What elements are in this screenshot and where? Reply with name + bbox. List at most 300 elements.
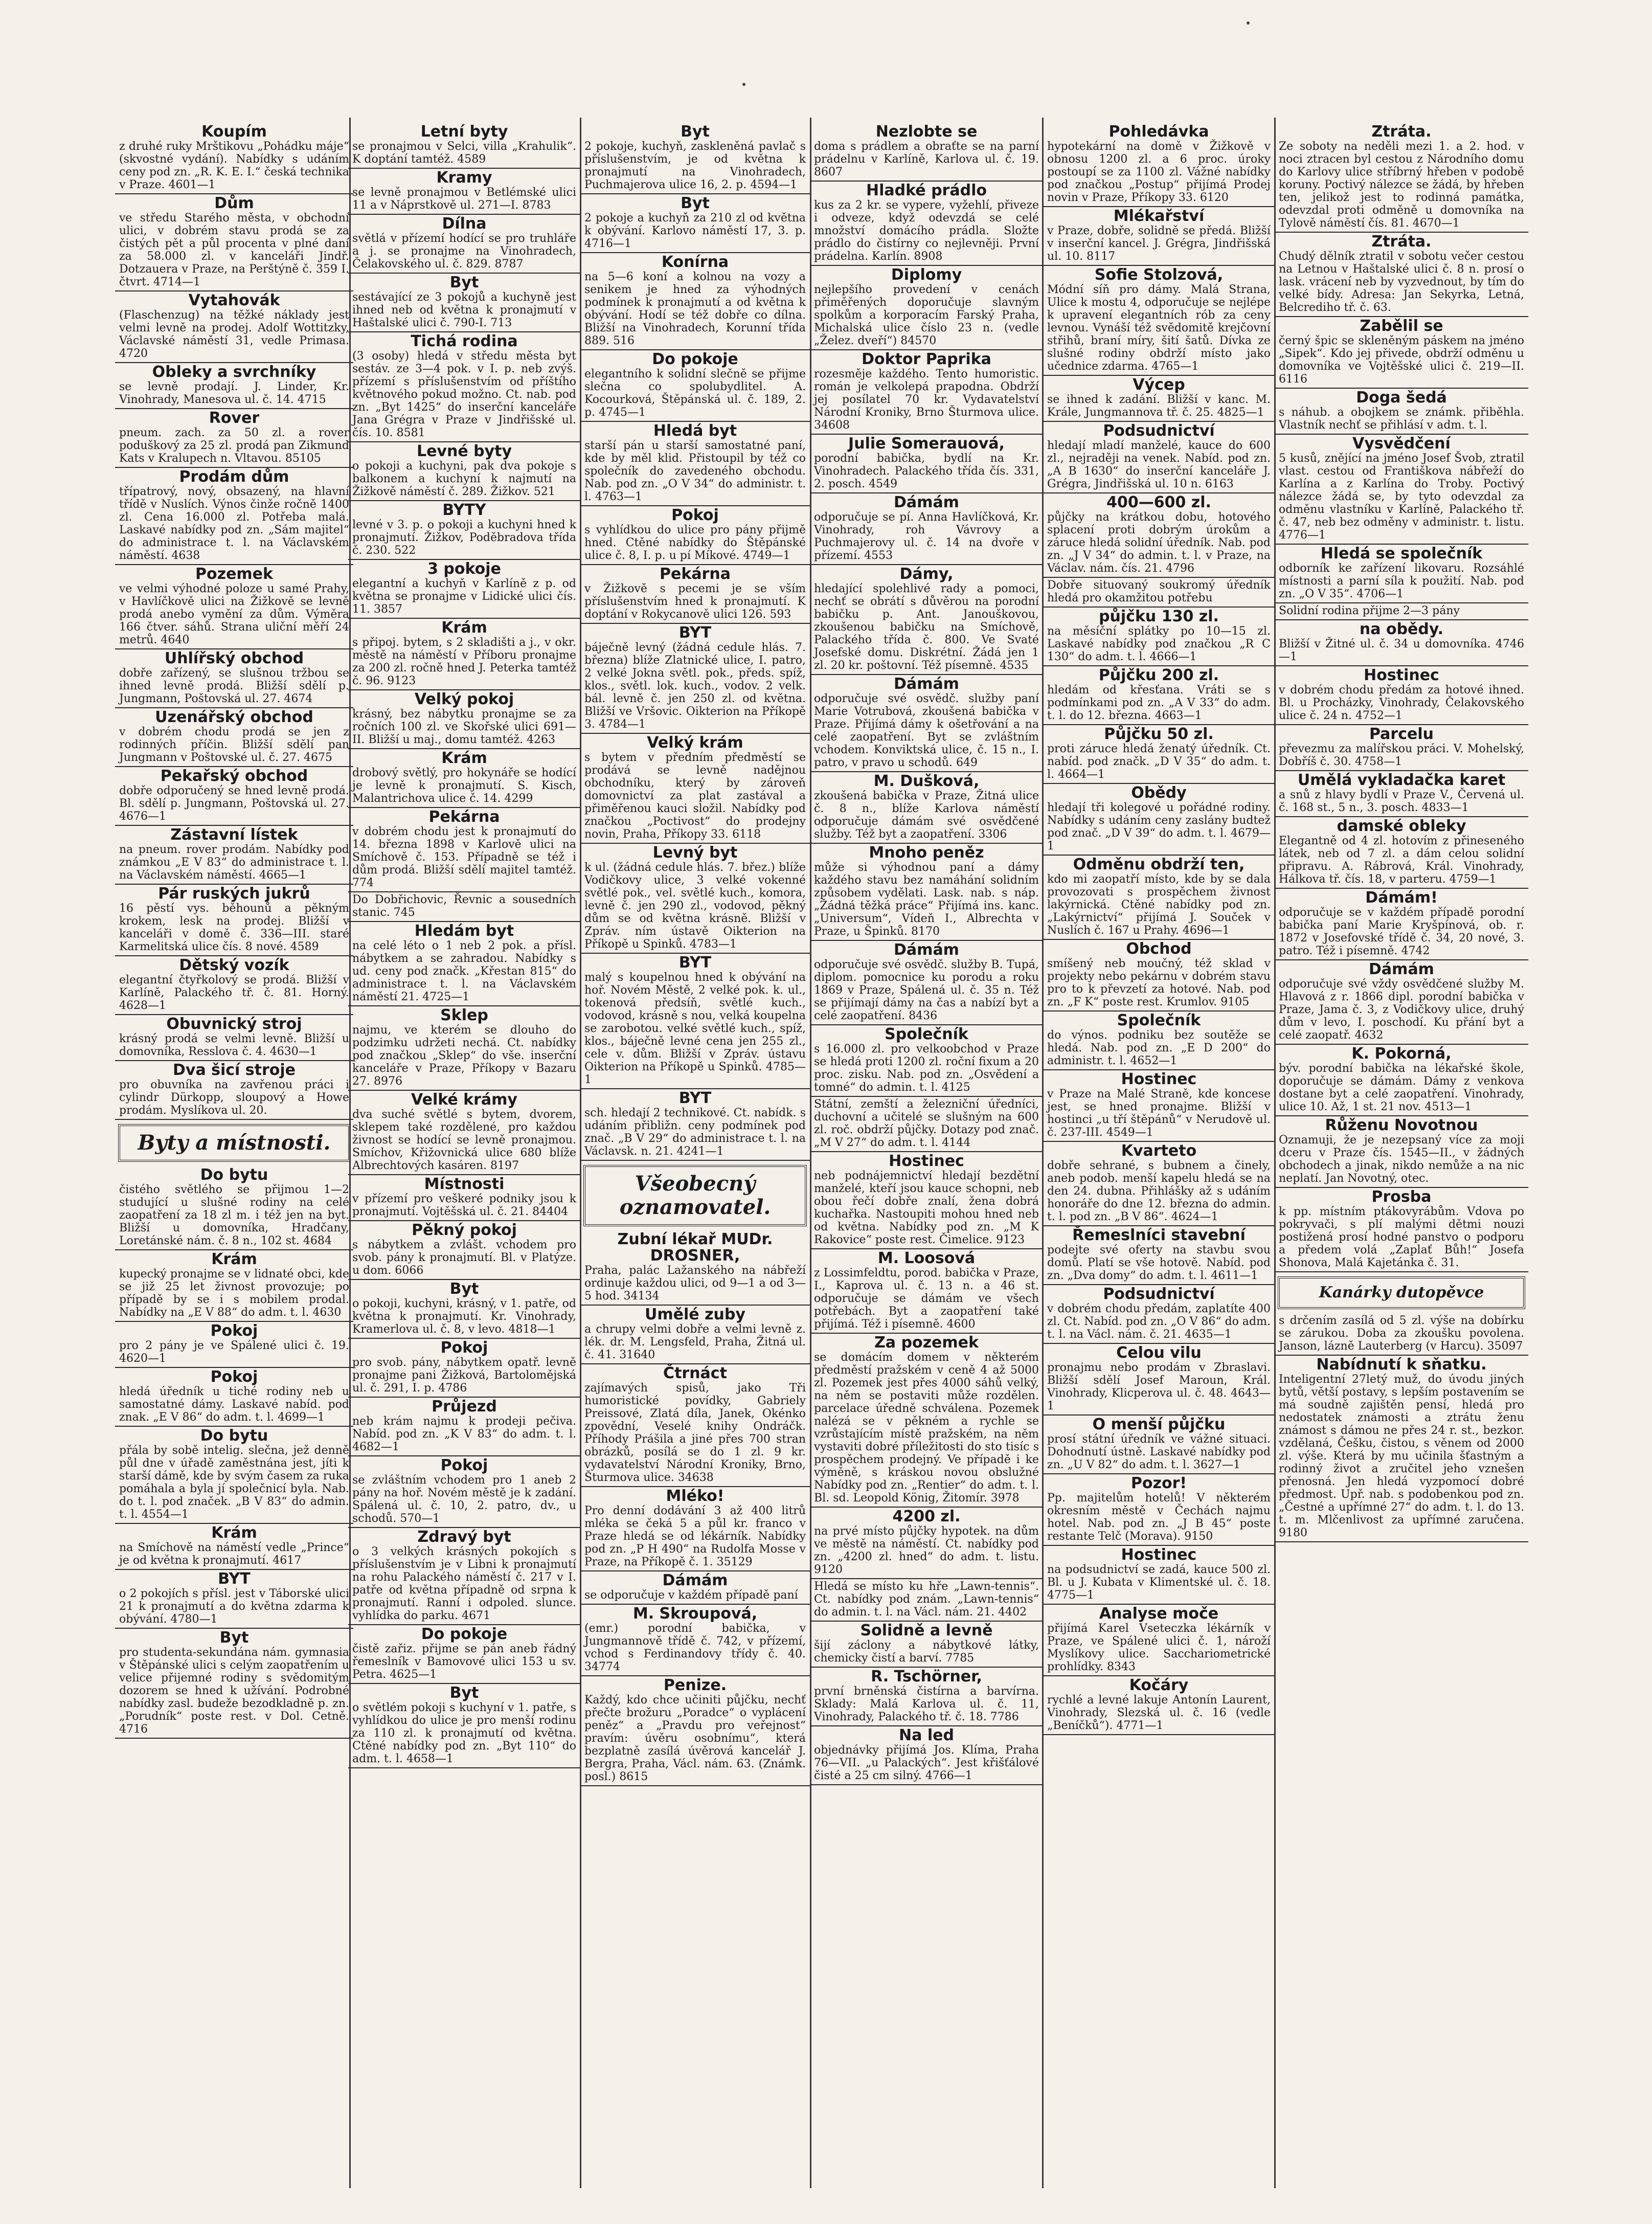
- ad-heading: Koupím: [201, 123, 267, 141]
- ad-heading: Byt: [449, 274, 479, 291]
- ad-heading: Vysvědčení: [1352, 435, 1451, 453]
- ad-text: Solidní rodina přijme 2—3 pány: [1279, 604, 1460, 617]
- ad-text: zajímavých spisů, jako Tři humoristické povídky, Gabriely Preissové, Zlatá díla, Janek, Okénko zpovědní, Veselé knihy Ondráčk. Příhody Prášila a jiné přes 700 stran obrázků, posílá se do 1 zl. 9 kr. vydavatelství Národní Kroniky, Brno, Šturmova ulice. 34638: [584, 1382, 806, 1484]
- classified-ad: [580, 1676, 810, 1786]
- classified-ad: [1043, 940, 1275, 1012]
- ad-heading: Hledám byt: [414, 922, 514, 940]
- classified-ad: [115, 767, 353, 826]
- ad-text: (3 osoby) hledá v středu města byt sestáv. ze 3—4 pok. v I. p. neb zvýš. přízemí s příslušenstvím od příštího květnového pokud možno. Ct. nab. pod zn. „Byt 1425“ do inserční kanceláře Jana Grégra v Praze v Jindřišské ul. čís. 10. 8581: [352, 350, 576, 439]
- classified-ad: [1275, 1356, 1528, 1542]
- ad-text: Ze soboty na neděli mezi 1. a 2. hod. v noci ztracen byl cestou z Národního domu do Karlovy ulice stříbrný hřeben v podobě koruny. Poctivý nálezce se žádá, by hřeben ten, jelikož jest to rodinná památka, odevzdal proti odměně u domovníka na Tylově náměstí čís. 81. 4670—1: [1279, 140, 1524, 230]
- ad-text: se odporučuje v každém případě paní: [584, 1589, 798, 1602]
- classified-ad: [1043, 666, 1275, 725]
- classified-ad: [348, 1684, 580, 1768]
- ad-heading: Prodám dům: [179, 468, 289, 486]
- ad-text: s vyhlídkou do ulice pro pány přijmě hned. Ctěné nabídky do Štěpánské ulice č. 8, I. p. u pí Míkové. 4749—1: [584, 524, 806, 562]
- ad-heading: Pár ruských jukrů: [158, 885, 310, 903]
- ad-text: v Praze na Malé Straně, kde koncese jest, se hned pronajme. Bližší v hostinci „u tří štěpánů“ v Nerudově ul. č. 237-III. 4549—1: [1047, 1088, 1271, 1139]
- classified-ad: [1043, 1546, 1275, 1605]
- ad-heading: Obědy: [1131, 784, 1187, 802]
- classified-ad: [1043, 493, 1275, 578]
- classified-ad: [348, 1339, 580, 1398]
- ad-heading: BYT: [218, 1570, 251, 1588]
- ad-text: rozesměje každého. Tento humoristic. román je velkolepá prapodna. Obdrží jej posílatel 70 kr. Vydavatelství Národní Kroniky, Brno Šturmova ulice. 34608: [814, 368, 1039, 432]
- classified-ad: [115, 956, 353, 1015]
- ad-text: hledá úředník u tiché rodiny neb u samostatné dámy. Laskavé nabíd. pod znak. „E V 86“ do adm. t. l. 4699—1: [119, 1385, 349, 1424]
- ad-heading: půjčku 130 zl.: [1099, 608, 1219, 625]
- classified-ad: [580, 194, 810, 253]
- ad-heading: BYT: [678, 624, 712, 642]
- ad-heading: Růženu Novotnou: [1325, 1116, 1478, 1134]
- ad-text: Dobře situovaný soukromý úředník hledá pro okamžitou potřebu: [1047, 579, 1271, 604]
- ad-text: v přízemí pro veškeré podniky jsou k pronajmutí. Vojtěšská ul. č. 21. 84404: [352, 1193, 576, 1218]
- ad-text: drobový světlý, pro hokynáře se hodící je levně k pronajmutí. S. Kisch, Malantrichova ulice č. 14. 4299: [352, 767, 576, 805]
- classified-ad: [580, 253, 810, 350]
- classified-ad: [810, 435, 1043, 493]
- ad-text: se levně pronajmou v Betlémské ulici 11 a v Náprstkově ul. 271—I. 8783: [352, 186, 576, 212]
- ad-heading: Uzenářský obchod: [155, 708, 313, 726]
- ad-heading: Krám: [441, 619, 487, 637]
- ad-heading: Solidně a levně: [860, 1622, 993, 1639]
- ad-text: malý s koupelnou hned k obývání na hoř. Novém Městě, 2 velké pok. k. ul., tokenová předsíň, světlé kuch., vodovod, krásně s nou, velká koupelna se zarobotou. velké světlé kuch., spíž, klos., báječně levné cena jen 255 zl., cele v. dům. Bližší v Zpráv. ústavu Oikterion na Příkopě u Spinků. 4785—1: [584, 971, 806, 1086]
- ad-text: Elegantně od 4 zl. hotovím z přineseného látek, neb od 7 zl. a dám celou solidní připravu. A. Rábrová, Král. Vinohrady, Hálkova tř. čís. 18, v parteru. 4759—1: [1279, 835, 1524, 886]
- ad-text: třípatrový, nový, obsazený, na hlavní třídě v Nuslích. Výnos činže ročně 1400 zl. Cena 16.000 zl. Potřeba malá. Laskavé nabídky pod zn. „Sám majitel“ do administrace t. l. na Václavském náměstí. 4638: [119, 485, 349, 562]
- ad-text: o světlém pokoji s kuchyní v 1. patře, s vyhlídkou do ulice je pro menší rodinu za 110 zl. k pronajmutí od května. Ctěné nabídky pod zn. „Byt 110“ do adm. t. l. 4658—1: [352, 1701, 576, 1765]
- ad-heading: Dámám: [1369, 960, 1434, 978]
- ad-text: černý špic se skleněným páskem na jméno „Sipek“. Kdo jej přivede, obdrží odměnu u domovníka ve Vojtěšské ulici č. 219—II. 6116: [1279, 334, 1524, 386]
- classified-ad: [580, 1089, 810, 1161]
- ad-text: se domácím domem v některém předměstí pražském v ceně 4 až 5000 zl. Pozemek jest přes 4000 sáhů velký, na něm se postaviti může rozdělen. parcelace úředně schválena. Pozemek nalézá se v pěkném a rychle se vzrůstajícím místě pražském, na něm vystaviti dobré příležitosti do sto tisíc s prospěchem prodejný. Ve případě i ke výměně, s kráskou novou obslužné Nabídky pod zn. „Rentier“ do adm. t. l. Bl. sd. Leopold König, Žitomír. 3978: [814, 1351, 1039, 1504]
- ad-heading: Na led: [899, 1726, 954, 1744]
- ad-text: v dobrém chodu předám za hotové ihned. Bl. u Procházky, Vinohrady, Čelakovského ulice č. 24 n. 4752—1: [1279, 684, 1524, 722]
- ad-text: elegantního k solidní slečně se přijme slečna co spolubydlitel. A. Kocourková, Štěpánská ul. č. 189, 2. p. 4745—1: [584, 368, 806, 419]
- classified-ad: [810, 1249, 1043, 1334]
- classified-ad: [1275, 1045, 1528, 1116]
- classified-ad: [810, 941, 1043, 1025]
- ad-text: se levně prodají. J. Linder, Kr. Vinohrady, Manesova ul. č. 14. 4715: [119, 380, 349, 406]
- ad-heading: damské obleky: [1337, 817, 1466, 835]
- classified-ad: [115, 649, 353, 708]
- ad-text: zkoušená babička v Praze, Žitná ulice č. 8 n., blíže Karlova náměstí odporučuje dámám své osvědčené služby. Též byt a zaopatření. 3306: [814, 790, 1039, 841]
- classified-ad: [580, 506, 810, 565]
- ad-heading: Penize.: [663, 1676, 727, 1694]
- ad-heading: Pěkný pokoj: [412, 1221, 517, 1239]
- ad-text: s drčením zasílá od 5 zl. výše na dobírku se zárukou. Doba za zkoušku povolena. Janson, lázně Lauterberg (v Harcu). 35097: [1279, 1314, 1524, 1353]
- ad-heading: Krám: [211, 1250, 257, 1268]
- classified-ad: [348, 274, 580, 332]
- ad-text: hledají mladí manželé, kauce do 600 zl., nejraději na venek. Nabíd. pod zn. „A B 1630“ do inserční kanceláře J. Grégra, Jindřišská ul. 10 n. 6163: [1047, 439, 1271, 490]
- ad-text: k pp. místním ptákovyrábům. Vdova po pokryvači, s plí malými dětmi nouzi postižená prosí hodné panstvo o podporu a předem volá „Zaplať Bůh!“ Josefa Shonova, Malá Kajetánka č. 31.: [1279, 1205, 1524, 1269]
- classified-ad: [580, 1571, 810, 1605]
- ad-heading: Průjezd: [432, 1398, 497, 1416]
- classified-ad: [580, 1230, 810, 1306]
- ad-heading: BYTY: [442, 501, 486, 519]
- ad-text: 2 pokoje a kuchyň za 210 zl od května k obývání. Karlovo náměstí 17, 3. p. 4716—1: [584, 212, 806, 250]
- classified-ad: [810, 772, 1043, 844]
- ad-text: na 5—6 koní a kolnou na vozy a senikem je hned za výhodných podmínek k pronajmutí a od května k obývání. Hodí se též dobře co dílna. Bližší na Vinohradech, Korunní třída 889. 516: [584, 271, 806, 347]
- print-speck: [1247, 21, 1250, 25]
- classified-ad: [115, 1015, 353, 1061]
- ad-heading: 4200 zl.: [892, 1508, 961, 1525]
- ad-text: na Smíchově na náměstí vedle „Prince“ je od května k pronajmutí. 4617: [119, 1541, 349, 1567]
- classified-ad: [810, 1025, 1043, 1097]
- ad-text: krásný, bez nábytku pronajme se za ročních 100 zl. ve Skořské ulici 691—II. Bližší u maj., domu tamtéž. 4263: [352, 708, 576, 746]
- ad-text: s nábytkem a zvlášt. vchodem pro svob. pány k pronajmutí. Bl. v Platýze. u dom. 6066: [352, 1239, 576, 1277]
- section-box-heading: Kanárky dutopěvce: [1278, 1276, 1525, 1309]
- ad-text: sch. hledají 2 technikové. Ct. nabídk. s udáním přibližn. ceny podmínek pod znač. „B V 29“ do administrace t. l. na Václavsk. n. 21. 4241—1: [584, 1107, 806, 1158]
- classified-ad: [810, 1508, 1043, 1579]
- ad-heading: Pekárna: [660, 565, 731, 583]
- ad-heading: Nabídnutí k sňatku.: [1316, 1356, 1487, 1374]
- classified-ad: [580, 350, 810, 422]
- classified-ad: [115, 1061, 353, 1120]
- classified-ad: [1043, 207, 1275, 266]
- ad-heading: Hledá byt: [653, 422, 737, 440]
- column-4: [810, 123, 1043, 2178]
- ad-text: světlá v přízemí hodící se pro truhláře a j. se pronajme na Vinohradech, Čelakovského ul. č. 829. 8787: [352, 232, 576, 271]
- classified-ad: [1275, 233, 1528, 317]
- ad-text: prosí státní úředník ve vážné situaci. Dohodnutí ústně. Laskavé nabídky pod zn. „U V 82“ do adm. t. l. 3627—1: [1047, 1433, 1271, 1471]
- classified-ad: [810, 182, 1043, 266]
- ad-heading: Dům: [214, 194, 254, 212]
- ad-heading: Pohledávka: [1108, 123, 1209, 141]
- ad-text: hledám od křesťana. Vráti se s podmínkami pod zn. „A V 33“ do adm. t. l. do 12. března. 4663—1: [1047, 684, 1271, 722]
- ad-text: objednávky přijímá Jos. Klíma, Praha 76—VII. „u Palackých“. Jest křišťálové čisté a 25 cm silný. 4766—1: [814, 1744, 1039, 1782]
- classified-ad: [1275, 603, 1528, 620]
- ad-text: a chrupy velmi dobře a velmi levně z. lék. dr. M. Lengsfeld, Praha, Žitná ul. č. 41. 31640: [584, 1323, 806, 1361]
- section-box-heading: Všeobecný oznamovatel.: [583, 1165, 807, 1226]
- ad-heading: Zdravý byt: [417, 1528, 511, 1546]
- ad-heading: Pekařský obchod: [160, 767, 308, 785]
- classified-ad: [810, 1726, 1043, 1785]
- ad-heading: Velké krámy: [411, 1091, 517, 1109]
- classified-ad: [1275, 960, 1528, 1045]
- classified-ad: [1043, 608, 1275, 666]
- ad-text: proti záruce hledá ženatý úředník. Ct. nabíd. pod značk. „D V 35“ do adm. t. l. 4664—1: [1047, 743, 1271, 781]
- ad-heading: Mnoho peněz: [869, 844, 984, 862]
- ad-heading: Konírna: [661, 253, 729, 271]
- classified-ad: [1275, 545, 1528, 603]
- classified-ad: [810, 1579, 1043, 1622]
- ad-heading: Doktor Paprika: [862, 350, 991, 368]
- classified-ad: [580, 624, 810, 734]
- classified-ad: [1043, 1605, 1275, 1676]
- classified-ad: [115, 708, 353, 767]
- ad-text: o 3 velkých krásných pokojích s příslušenstvím je v Libni k pronajmutí na rohu Palackého náměstí č. 217 v I. patře od května případně od srpna k pronajmutí. Ranní i odpoled. slunce. vyhlídka do parku. 4671: [352, 1545, 576, 1622]
- ad-heading: Velký krám: [647, 734, 743, 752]
- ad-heading: Sofie Stolzová,: [1094, 266, 1224, 284]
- classified-ad: [348, 169, 580, 215]
- ad-heading: Kvarteto: [1121, 1142, 1197, 1160]
- ad-text: hledající spolehlivé rady a pomoci, nechť se obrátí s důvěrou na porodní babičku p. Ant. Janouškovou, zkoušenou babičku na Smíchově, Palackého třída č. 800. Ve Svaté Josefské domu. Diskrétní. Žádá jen 1 zl. 20 kr. poštovní. Též písemně. 4535: [814, 582, 1039, 672]
- ad-text: odporučuje své vždy osvědčené služby M. Hlavová z r. 1866 dipl. porodní babička v Praze, Jama č. 3, z Vodičkovy ulice, druhý dům v levo, I. poschodí. Ku přání byt a celé zaopatř. 4632: [1279, 978, 1524, 1042]
- classified-ad: [348, 123, 580, 169]
- ad-heading: Kramy: [436, 169, 492, 187]
- ad-heading: Ztráta.: [1371, 233, 1432, 251]
- ad-heading: Dva šicí stroje: [172, 1061, 296, 1079]
- ad-heading: Dětský vozík: [179, 956, 289, 974]
- ad-text: s 16.000 zl. pro velkoobchod v Praze se hledá proti 1200 zl. roční fixum a 20 proc. zisku. Nab. pod zn. „Osvědení a tomné“ do admin. t. l. 4125: [814, 1043, 1039, 1094]
- ad-heading: Pokoj: [440, 1339, 488, 1357]
- ad-text: (emr.) porodní babička, v Jungmannově třídě č. 742, v přízemí, vchod s Ferdinandovy třídy č. 40. 34774: [584, 1622, 806, 1673]
- classified-ad: [115, 1427, 353, 1524]
- ad-text: v dobrém chodu předám, zaplatíte 400 zl. Ct. Nabíd. pod zn. „O V 86“ do adm. t. l. na Václ. nám. č. 21. 4635—1: [1047, 1302, 1271, 1341]
- ad-heading: Dámám!: [1365, 889, 1438, 907]
- ad-heading: Hostinec: [1364, 666, 1439, 684]
- ad-heading: Půjčku 50 zl.: [1104, 725, 1214, 743]
- ad-text: z Lossimfeldtu, porod. babička v Praze, I., Kaprova ul. č. 13 n. a 46 st. odporučuje se dámám ve všech potřebách. Byt a zaopatření také přijímá. Též i písemně. 4600: [814, 1267, 1039, 1331]
- classified-ad: [1275, 1188, 1528, 1272]
- ad-heading: Byt: [681, 194, 710, 212]
- classified-ad: [348, 1175, 580, 1221]
- ad-text: sestávající ze 3 pokojů a kuchyně jest ihned neb od května k pronajmutí v Haštalské ulici č. 790-I. 713: [352, 291, 576, 329]
- ad-heading: Do pokoje: [652, 350, 738, 368]
- ad-text: půjčky na krátkou dobu, hotového splacení proti dobrým úrokům a záruce hledá solidní úředník. Nab. pod zn. „J V 34“ do admin. t. l. v Praze, na Václav. nám. čís. 21. 4796: [1047, 511, 1271, 575]
- ad-text: na pneum. rover prodám. Nabídky pod známkou „E V 83“ do administrace t. l. na Václavském náměstí. 4665—1: [119, 843, 349, 882]
- classified-ad: [115, 409, 353, 468]
- classified-ad: [115, 291, 353, 363]
- ad-text: nejlepšího provedení v cenách přiměřených doporučuje slavným spolkům a korporacím Farský Praha, Michalská ulice číslo 23 n. (vedle „Želez. dveří“) 84570: [814, 283, 1039, 347]
- ad-text: Módní síň pro dámy. Malá Strana, Ulice k mostu 4, odporučuje se nejlépe k upravení elegantních rób za ceny levnou. Vynáší též svědomitě krejčovní střihů, braní míry, šití šatů. Dívka ze slušné rodiny obdrží místo jako učednice zdarma. 4765—1: [1047, 283, 1271, 373]
- ad-heading: Analyse moče: [1099, 1605, 1219, 1623]
- ad-text: Do Dobřichovic, Řevnic a sousedních stanic. 745: [352, 893, 576, 919]
- ad-text: z druhé ruky Mrštikovu „Pohádku máje“ (skvostné vydání). Nabídky s udáním ceny pod zn. „R. K. E. I.“ česká technika v Praze. 4601—1: [119, 140, 349, 191]
- ad-heading: M. Loosová: [877, 1249, 976, 1267]
- ad-text: s připoj. bytem, s 2 skladišti a j., v okr. městě na náměstí v Příboru pronajme za 200 zl. ročně hned J. Peterka tamtéž č. 96. 9123: [352, 636, 576, 687]
- classified-ad: [348, 560, 580, 619]
- classified-ad: [810, 123, 1043, 182]
- ad-heading: Hledá se společník: [1320, 545, 1483, 563]
- ad-text: čistého světlého se přijmou 1—2 studující u slušné rodiny na celé zaopatření za 18 zl m. i též jen na byt. Bližší u domovníka, Hradčany, Loretánské nám. č. 8 n., 102 st. 4684: [119, 1183, 349, 1247]
- ad-heading: Místnosti: [424, 1175, 505, 1193]
- ad-heading: Dámám: [894, 493, 959, 511]
- ad-heading: Dámám: [894, 675, 959, 693]
- classified-ad: [580, 1364, 810, 1487]
- ad-text: dva suché světlé s bytem, dvorem, sklepem také rozdělené, pro každou živnost se hodící se levně pronajmou. Smíchov, Křižovnická ulice 680 blíže Albrechtových kasáren. 8197: [352, 1108, 576, 1172]
- ad-heading: Obchod: [1126, 940, 1192, 958]
- column-3: [580, 123, 810, 2178]
- ad-text: Pro denní dodávání 3 až 400 litrů mléka se čeká 5 a půl kr. franco v Praze hledá se od lékárník. Nabídky pod zn. „P H 490“ na Rudolfa Mosse v Praze, na Příkopě č. 1. 35129: [584, 1504, 806, 1568]
- ad-heading: Podsudnictví: [1103, 1285, 1215, 1303]
- ad-heading: Byt: [681, 123, 710, 141]
- section-box-heading: Byty a místnosti.: [118, 1124, 350, 1162]
- ad-text: odporučuje se v každém případě porodní babička paní Marie Kryšpínová, ob. r. 1872 v Josefovské třídě č. 34, 20 nové, 3. patro. Též i písemně. 4742: [1279, 906, 1524, 957]
- ad-heading: Rover: [209, 409, 260, 427]
- ad-heading: Nezlobte se: [875, 123, 978, 141]
- ad-heading: R. Tschörner,: [871, 1668, 982, 1686]
- ad-text: o pokoji a kuchyni, pak dva pokoje s balkonem a kuchyní k najmutí na Žižkově náměstí č. 289. Žižkov. 521: [352, 460, 576, 498]
- classified-ad: [1043, 123, 1275, 207]
- ad-text: na celé léto o 1 neb 2 pok. a přísl. nábytkem a se zahradou. Nabídky s ud. ceny pod značk. „Křestan 815“ do administrace t. l. na Václavském náměstí 21. 4725—1: [352, 939, 576, 1003]
- classified-ad: [1275, 1313, 1528, 1356]
- ad-text: pneum. zach. za 50 zl. a rover poduškový za 25 zl. prodá pan Zikmund Kats v Kralupech n. Vltavou. 85105: [119, 426, 349, 465]
- classified-ad: [348, 1280, 580, 1339]
- classified-ad: [810, 675, 1043, 772]
- classified-ad: [1043, 784, 1275, 856]
- classified-ad: [115, 123, 353, 194]
- ad-heading: Hostinec: [889, 1152, 964, 1170]
- classified-ad: [1043, 725, 1275, 784]
- ad-heading: Odměnu obdrží ten,: [1073, 856, 1245, 873]
- classified-ad: [348, 1221, 580, 1280]
- classified-ad: [580, 844, 810, 954]
- classified-ad: [115, 885, 353, 956]
- ad-text: kupecký pronajme se v lidnaté obci, kde se již 25 let živnost provozuje; po případě by se i s mobilem prodal. Nabídky na „E V 88“ do adm. t. l. 4630: [119, 1268, 349, 1319]
- ad-text: o pokoji, kuchyni, krásný, v 1. patře, od května k pronajmutí. Kr. Vinohrady, Kramerlova ul. č. 8, v levo. 4818—1: [352, 1297, 576, 1336]
- classified-ad: [348, 1398, 580, 1456]
- ad-heading: Pokoj: [671, 506, 719, 524]
- ad-heading: Pokoj: [210, 1368, 258, 1386]
- ad-text: hypotekární na domě v Žižkově v obnosu 1200 zl. a 6 proc. úroky postoupí se za 1100 zl. Vážné nabídky pod značkou „Postup“ přijímá Prodej novin v Praze, Příkopy 33. 6120: [1047, 140, 1271, 204]
- ad-text: pro obuvníka na zavřenou práci i cylindr Dürkopp, sloupový a Howe prodám. Myslíkova ul. 20.: [119, 1079, 349, 1117]
- classified-ad: [115, 1368, 353, 1427]
- ad-heading: Levný byt: [652, 844, 738, 862]
- classified-ad: [348, 1091, 580, 1175]
- classified-ad: [348, 690, 580, 749]
- ad-heading: Hostinec: [1121, 1546, 1197, 1564]
- ad-text: Chudý dělník ztratil v sobotu večer cestou na Letnou v Haštalské ulici č. 8 n. prosí o lask. vrácení neb by vyzvednout, by tím do velké bídy. Adresa: Jan Sekyrka, Letná, Belcrediho tř. č. 63.: [1279, 250, 1524, 314]
- ad-text: kus za 2 kr. se vypere, vyžehlí, přiveze i odveze, když odevzdá se celé množství domácího prádla. Složte prádlo do čistírny co nejlevněji. První prádelna. Karlín. 8908: [814, 199, 1039, 263]
- classified-ad: [115, 1322, 353, 1368]
- classified-ad: [1043, 1416, 1275, 1474]
- ad-text: v dobrém chodu jest k pronajmutí do 14. března 1898 v Karlově ulici na Smíchově č. 153. Případně se též i dům prodá. Bližší sdělí majitel tamtéž. 774: [352, 825, 576, 889]
- ad-heading: Do bytu: [200, 1427, 268, 1445]
- ad-text: neb podnájemnictví hledají bezdětní manželé, kteří jsou kauce schopni, neb obou řečí dobře znalí, žena dobrá kuchařka. Nastoupiti mohou hned neb od května. Nabídky pod zn. „M K Rakovice“ poste rest. Čimelice. 9123: [814, 1170, 1039, 1246]
- ad-heading: Pozemek: [195, 565, 273, 583]
- ad-heading: BYT: [678, 1089, 712, 1107]
- ad-text: převezmu za malířskou práci. V. Mohelský, Dobříš č. 30. 4758—1: [1279, 743, 1524, 768]
- column-1: [115, 123, 353, 2178]
- ad-text: odborník ke zařízení likovaru. Rozsáhlé místnosti a parní síla k použití. Nab. pod zn. „O V 35“. 4706—1: [1279, 562, 1524, 600]
- column-5: [1043, 123, 1275, 2178]
- ad-heading: Parcelu: [1369, 725, 1434, 743]
- ad-heading: Dámám: [662, 1571, 728, 1589]
- ad-text: pronajmu nebo prodám v Zbraslavi. Bližší sdělí Josef Maroun, Král. Vinohrady, Klicperova ul. č. 48. 4643—1: [1047, 1361, 1271, 1412]
- classified-ad: [1043, 578, 1275, 608]
- classified-ad: [348, 749, 580, 808]
- ad-text: (Flaschenzug) na těžké náklady jest velmi levně na prodej. Adolf Wottitzky, Václavské náměstí 31, vedle Primasa. 4720: [119, 309, 349, 360]
- ad-heading: Obleky a svrchníky: [152, 363, 316, 381]
- ad-heading: Sklep: [440, 1006, 488, 1024]
- ad-heading: Dílna: [442, 215, 487, 233]
- ad-text: elegantní čtyřkolový se prodá. Bližší v Karlíně, Palackého tř. č. 81. Horný. 4628—1: [119, 974, 349, 1012]
- classified-ad: [1275, 123, 1528, 233]
- classified-ad: [810, 1152, 1043, 1249]
- classified-ad: [810, 350, 1043, 435]
- print-speck: [742, 83, 745, 86]
- ad-text: v dobrém chodu prodá se jen z rodinných příčin. Bližší sdělí pan Jungmann v Poštovské ul. č. 27. 4675: [119, 726, 349, 764]
- ad-heading: Doga šedá: [1356, 389, 1447, 407]
- ad-heading: Půjčku 200 zl.: [1098, 666, 1219, 684]
- ad-heading: Zubní lékař MUDr. DROSNER,: [617, 1230, 773, 1265]
- classified-ad: [115, 1250, 353, 1322]
- ad-text: odporučuje se pí. Anna Havlíčková, Kr. Vinohrady, roh Vávrovy a Puchmajerovy ul. č. 14 na dvoře v přízemí. 4553: [814, 511, 1039, 562]
- ad-text: v Žižkově s pecemi je se vším příslušenstvím hned k pronajmutí. K doptání v Rokycanově ulici 126. 593: [584, 582, 806, 621]
- classified-ad: [580, 734, 810, 844]
- classified-ad: [810, 565, 1043, 675]
- classified-ad: [348, 1456, 580, 1528]
- ad-heading: Společník: [1117, 1012, 1201, 1029]
- classified-ad: [810, 1334, 1043, 1508]
- ad-heading: Pekárna: [428, 808, 500, 826]
- classified-ad: [1275, 771, 1528, 817]
- classified-ad: [115, 1166, 353, 1250]
- classified-ad: [348, 332, 580, 442]
- ad-text: Pp. majitelům hotelů! V některém okresním městě v Čechách najmu hotel. Nab. pod zn. „J B 45“ poste restante Telč (Morava). 9150: [1047, 1492, 1271, 1543]
- ad-text: báječně levný (žádná cedule hlás. 7. března) blíže Zlatnické ulice, I. patro, 2 velké Jokna světl. pok., předs. spíž, klos., světl. lok. kuch., vodov. 2 velk. bál. levně č. jen 250 zl. od května. Bližší ve Vršovic. Oikterion na Příkopě 3. 4784—1: [584, 641, 806, 731]
- classified-ad: [115, 826, 353, 885]
- ad-heading: M. Skroupová,: [632, 1605, 758, 1623]
- classified-ad: [115, 1570, 353, 1629]
- ad-text: se ihned k zadání. Bližší v kanc. M. Krále, Jungmannova tř. č. 25. 4825—1: [1047, 393, 1271, 419]
- ad-heading: Mléko!: [666, 1487, 725, 1505]
- classified-ad: [348, 1625, 580, 1684]
- ad-heading: Hostinec: [1121, 1070, 1197, 1088]
- ad-text: pro studenta-sekundána nám. gymnasia v Štěpánské ulici s celým zaopatřením u velice přijemné rodiny s svědomitým dozorem se hned k užívání. Podrobné nabídky zasl. budeže bezodkladně p. zn. „Porudník“ poste rest. v Dol. Cetně. 4716: [119, 1646, 349, 1736]
- ad-text: hledají tři kolegové u pořádné rodiny. Nabídky s udáním ceny zaslány budtež pod znač. „D V 39“ do adm. t. l. 4679—1: [1047, 801, 1271, 852]
- classified-ad: [580, 1306, 810, 1364]
- ad-text: pro svob. pány, nábytkem opatř. levně pronajme pani Žižková, Bartolomějská ul. č. 291, I. p. 4786: [352, 1356, 576, 1395]
- ad-heading: Ztráta.: [1371, 123, 1432, 141]
- ad-heading: Byt: [449, 1280, 479, 1298]
- ad-heading: Výcep: [1133, 376, 1185, 394]
- ad-text: býv. porodní babička na lékařské škole, doporučuje se dámám. Dámy z venkova dostane byt a celé zaopatření. Vinohrady, ulice 10. Až, 1 st. 21 nov. 4513—1: [1279, 1062, 1524, 1113]
- classified-ad: [810, 266, 1043, 350]
- ad-text: ve středu Starého města, v obchodní ulici, v dobrém stavu prodá se za čistých pět a půl procenta v plné daní za 58.000 zl. v kanceláři Jindř. Dotzauera v Praze, na Perštýně č. 359 I. čtvrt. 4714—1: [119, 212, 349, 288]
- classified-ad: [580, 123, 810, 194]
- ad-text: dobře odporučený se hned levně prodá. Bl. sdělí p. Jungmann, Poštovská ul. 27. 4676—1: [119, 784, 349, 823]
- ad-heading: Prosba: [1371, 1188, 1432, 1206]
- classified-ad: [810, 493, 1043, 565]
- ad-text: o 2 pokojích s přísl. jest v Táborské ulici 21 k pronajmutí a do května zdarma k obývání. 4780—1: [119, 1587, 349, 1626]
- classified-ad: [348, 442, 580, 501]
- classified-ad: [810, 1668, 1043, 1726]
- ad-text: doma s prádlem a obraťte se na parní prádelnu v Karlíně, Karlova ul. č. 19. 8607: [814, 140, 1039, 178]
- ad-text: Bližší v Žitné ul. č. 34 u domovníka. 4746—1: [1279, 638, 1524, 663]
- classified-ad: [348, 215, 580, 274]
- ad-heading: Letní byty: [420, 123, 508, 141]
- ad-text: smíšený neb moučný, též sklad v projekty nebo pekárnu v dobrém stavu pro to k převzetí za hotové. Nab. pod zn. „F K“ poste rest. Krumlov. 9105: [1047, 957, 1271, 1008]
- ad-text: Hledá se místo ku hře „Lawn-tennis“. Ct. nabídky pod znám. „Lawn-tennis“ do admin. t. l. na Václ. nám. 21. 4402: [814, 1580, 1039, 1619]
- classified-ad: [580, 422, 810, 506]
- classified-ad: [1043, 1474, 1275, 1546]
- ad-text: dobře sehrané, s bubnem a činely, aneb podob. menší kapelu hledá se na den 24. dubna. Přihlášky až s udáním honoráře do dne 12. března do admin. t. l. pod zn. „B V 86“. 4624—1: [1047, 1159, 1271, 1223]
- ad-heading: Pokoj: [210, 1322, 258, 1340]
- ad-heading: Krám: [211, 1524, 257, 1542]
- ad-text: v Praze, dobře, solidně se předá. Bližší v inserční kancel. J. Grégra, Jindřišská ul. 10. 8117: [1047, 224, 1271, 263]
- ad-text: na měsíční splátky po 10—15 zl. Laskavé nabídky pod značkou „R C 130“ do adm. t. l. 4666—1: [1047, 625, 1271, 663]
- ad-heading: Obuvnický stroj: [166, 1015, 302, 1033]
- ad-heading: Kočáry: [1129, 1676, 1189, 1694]
- ad-text: 2 pokoje, kuchyň, zaskleněná pavlač s příslušenstvím, je od května k pronajmutí na Vinohradech, Puchmajerova ulice 16, 2. p. 4594—1: [584, 140, 806, 191]
- ad-heading: Dámy,: [899, 565, 954, 583]
- column-6: [1275, 123, 1528, 2178]
- ad-text: Státní, zemští a železniční úředníci, duchovní a učitelé se slušným na 600 zl. roč. obdrží půjčky. Dotazy pod znač. „M V 27“ do adm. t. l. 4144: [814, 1098, 1039, 1149]
- ad-text: může si výhodnou paní a dámy každého stavu bez namáhání solidním způsobem vydělati. Lask. nab. s náp. „Žádná těžká práce“ Přijímá ins. kanc. „Universum“, Vídeň I., Albrechta v Praze, u Špinků. 8170: [814, 861, 1039, 938]
- ad-heading: Hladké prádlo: [866, 182, 987, 199]
- classified-ad: [1043, 376, 1275, 422]
- ad-text: se pronajmou v Selci, villa „Krahulik“. K doptání tamtéž. 4589: [352, 140, 576, 166]
- ad-heading: Pozor!: [1130, 1474, 1187, 1492]
- ad-text: s bytem v předním předměstí se prodává se levně nadějnou obchodníku, který by zároveň domovnictví za plat zastával a přiměřenou kauci složil. Nabídky pod značkou „Poctivost“ do prodejny novin, Praha, Příkopy 33. 6118: [584, 751, 806, 841]
- ad-text: odporučuje své osvědč. služby B. Tupá, diplom. pomocnice ku porodu a roku 1869 v Praze, Spálená ul. č. 35 n. Též se přijímají dámy na čas a nabízí byt a celé zaopatření. 8436: [814, 958, 1039, 1022]
- ad-heading: K. Pokorná,: [1351, 1045, 1452, 1063]
- ad-text: krásný prodá se velmi levně. Bližší u domovníka, Resslova č. 4. 4630—1: [119, 1032, 349, 1058]
- classified-ad: [115, 194, 353, 291]
- classified-ad: [1275, 317, 1528, 389]
- ad-heading: Velký pokoj: [414, 690, 514, 708]
- ad-text: Inteligentní 27letý muž, do úvodu jiných bytů, větší postavy, s lepším postavením se má soudně zajištěn pensí, hledá pro nedostatek známosti a ztrátu ženu známost s dámou ne přes 24 r. st., bezkor. vzdělaná, Češku, čistou, s věnem od 2000 zl. výše. Která by mu učinila šťastným a rodinný život a zručitel jeho vznešen přenosná. Jen hledá vyzpomocí dobré předmost. Upř. nab. s podobenkou pod zn. „Čestné a upřímné 27“ do adm. t. l. do 13. t. m. Mlčenlivost za upřímné zaručena. 9180: [1279, 1373, 1524, 1539]
